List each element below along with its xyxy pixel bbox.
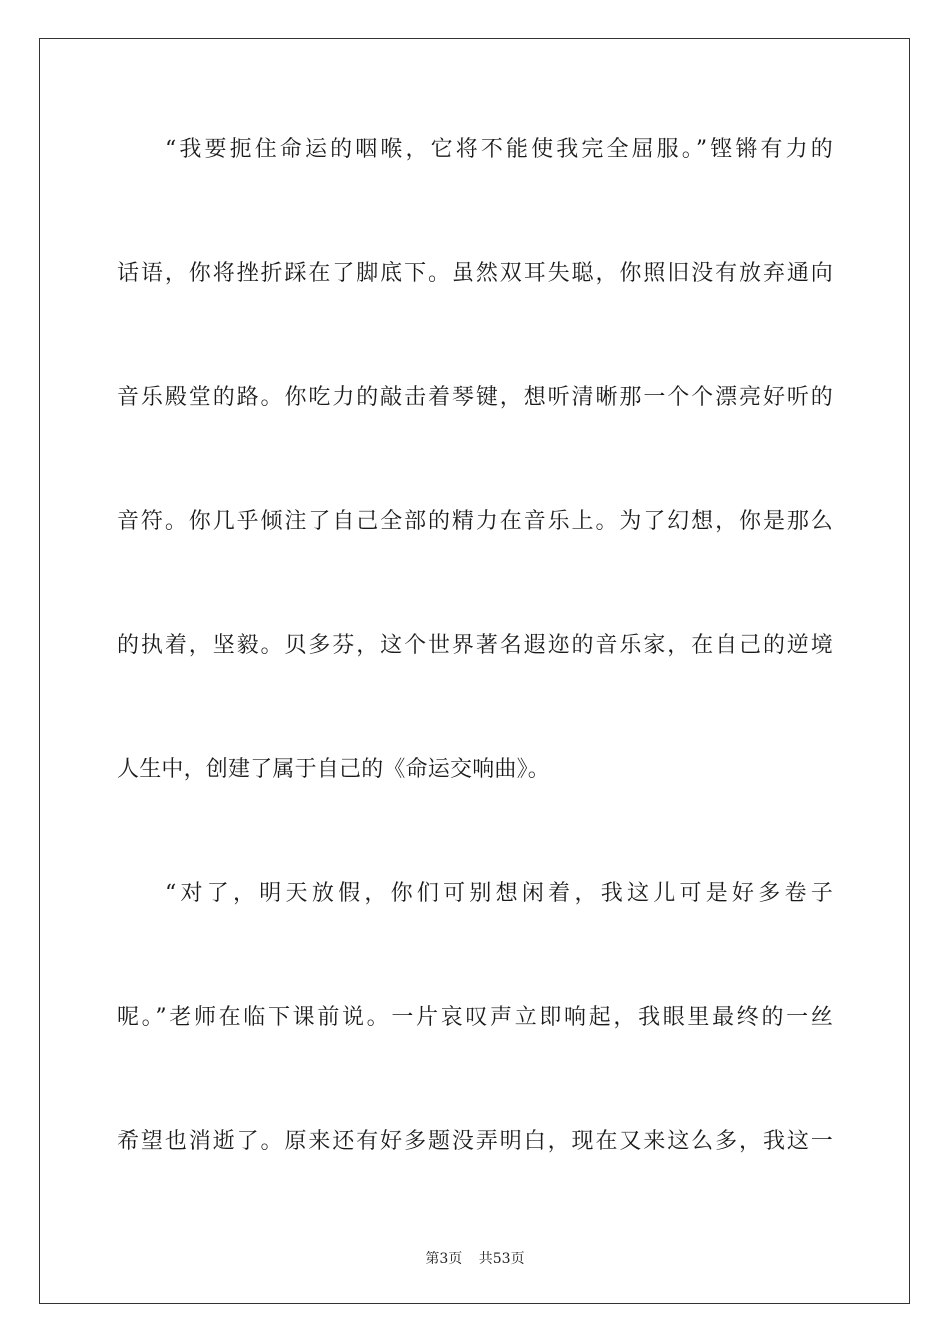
paragraph-1-line-6: 人生中，创建了属于自己的《命运交响曲》。 [117, 757, 551, 782]
paragraph-1-line-5: 的执着，坚毅。贝多芬，这个世界著名遐迩的音乐家，在自己的逆境 [117, 633, 833, 658]
paragraph-2-line-1: “对了，明天放假，你们可别想闲着，我这儿可是好多卷子 [165, 881, 833, 906]
page-footer [0, 1248, 950, 1268]
paragraph-1-line-3: 音乐殿堂的路。你吃力的敲击着琴键，想听清晰那一个个漂亮好听的 [117, 385, 833, 410]
paragraph-2-line-3: 希望也消逝了。原来还有好多题没弄明白，现在又来这么多，我这一 [117, 1129, 833, 1154]
page-number: 第3页 [425, 1251, 463, 1267]
paragraph-1-line-2: 话语，你将挫折踩在了脚底下。虽然双耳失聪，你照旧没有放弃通向 [117, 261, 833, 286]
page-border [39, 38, 910, 1304]
paragraph-1-line-1: “我要扼住命运的咽喉，它将不能使我完全屈服。”铿锵有力的 [165, 137, 833, 162]
paragraph-2-line-2: 呢。”老师在临下课前说。一片哀叹声立即响起，我眼里最终的一丝 [117, 1005, 833, 1030]
paragraph-1-line-4: 音符。你几乎倾注了自己全部的精力在音乐上。为了幻想，你是那么 [117, 509, 833, 534]
total-pages: 共53页 [478, 1251, 525, 1267]
